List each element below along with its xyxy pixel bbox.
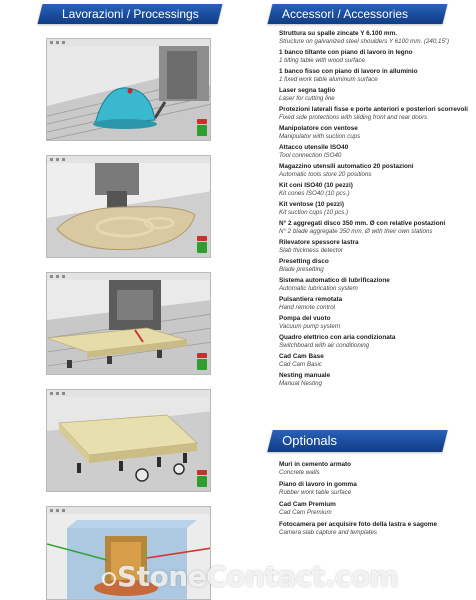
item-label-en: Blade presetting xyxy=(279,266,324,273)
accessorie-item xyxy=(279,30,469,46)
optionals-list xyxy=(279,461,469,541)
item-label-en: Automatic tools store 20 positions xyxy=(279,171,372,178)
item-label-en: Concrete walls xyxy=(279,469,320,476)
item-label-en: Structure on galvanized steel shoulders Y 6100 mm. (240,15”) xyxy=(279,38,450,45)
item-label-it: Laser segna taglio xyxy=(279,87,336,94)
item-label-en: Camera slab capture and templates xyxy=(279,529,378,536)
optional-item xyxy=(279,461,469,477)
item-label-it: Fotocamera per acquisire foto della lastra e sagome xyxy=(279,521,438,528)
optional-item xyxy=(279,481,469,497)
item-label-it: Kit coni ISO40 (10 pezzi) xyxy=(279,182,353,189)
accessorie-item xyxy=(279,125,469,141)
accessorie-item xyxy=(279,144,469,160)
accessorie-item xyxy=(279,201,469,217)
item-label-en: Slab thickness detector xyxy=(279,247,343,254)
item-label-it: Pulsantiera remotata xyxy=(279,296,343,303)
item-label-en: Tool connection ISO40 xyxy=(279,152,342,159)
accessorie-item xyxy=(279,353,469,369)
item-label-en: Manipulator with suction cups xyxy=(279,133,361,140)
item-label-it: Presetting disco xyxy=(279,258,329,265)
item-label-en: 1 tilting table with wood surface xyxy=(279,57,365,64)
item-label-en: 1 fixed work table aluminum surface xyxy=(279,76,378,83)
accessorie-item xyxy=(279,315,469,331)
accessorie-item xyxy=(279,182,469,198)
item-label-it: Piano di lavoro in gomma xyxy=(279,481,357,488)
item-label-it: Rilevatore spessore lastra xyxy=(279,239,359,246)
item-label-it: Protezioni laterali fisse e porte anteriori e posteriori scorrevoli xyxy=(279,106,468,113)
accessorie-item xyxy=(279,87,469,103)
accessorie-item xyxy=(279,239,469,255)
processing-image-2 xyxy=(46,155,211,258)
processing-image-3 xyxy=(46,272,211,375)
optionals-header xyxy=(267,430,447,452)
accessorie-item xyxy=(279,334,469,350)
item-label-it: N° 2 aggregati disco 350 mm. Ø con relative postazioni xyxy=(279,220,446,227)
accessorie-item xyxy=(279,106,469,122)
item-label-en: N° 2 blade aggregate 350 mm. Ø with their own stations xyxy=(279,228,433,235)
item-label-en: Rubber work table surface xyxy=(279,489,352,496)
item-label-it: Quadro elettrico con aria condizionata xyxy=(279,334,396,341)
accessorie-item xyxy=(279,220,469,236)
item-label-it: Cad Cam Premium xyxy=(279,501,336,508)
item-label-en: Kit suction cups (10 pcs.) xyxy=(279,209,349,216)
accessories-header xyxy=(268,4,448,24)
item-label-it: Pompa del vuoto xyxy=(279,315,331,322)
item-label-it: 1 banco fisso con piano di lavoro in alluminio xyxy=(279,68,418,75)
item-label-en: Vacuum pump system xyxy=(279,323,340,330)
accessorie-item xyxy=(279,163,469,179)
accessorie-item xyxy=(279,296,469,312)
accessorie-item xyxy=(279,258,469,274)
item-label-it: Nesting manuale xyxy=(279,372,331,379)
item-label-en: Manual Nesting xyxy=(279,380,322,387)
accessorie-item xyxy=(279,49,469,65)
item-label-it: Magazzino utensili automatico 20 postazioni xyxy=(279,163,414,170)
item-label-it: Kit ventose (10 pezzi) xyxy=(279,201,344,208)
item-label-it: Sistema automatico di lubrificazione xyxy=(279,277,390,284)
accessorie-item xyxy=(279,372,469,388)
optional-item xyxy=(279,501,469,517)
item-label-it: Muri in cemento armato xyxy=(279,461,352,468)
accessorie-item xyxy=(279,277,469,293)
processings-title: Lavorazioni / Processings xyxy=(62,7,199,21)
optional-item xyxy=(279,521,469,537)
item-label-en: Kit cones ISO40 (10 pcs.) xyxy=(279,190,350,197)
processing-image-1 xyxy=(46,38,211,141)
optionals-title: Optionals xyxy=(282,433,338,448)
watermark-registered-mark xyxy=(102,572,116,586)
item-label-en: Laser for cutting line xyxy=(279,95,335,102)
item-label-it: 1 banco tiltante con piano di lavoro in legno xyxy=(279,49,413,56)
processing-image-4 xyxy=(46,389,211,492)
item-label-it: Cad Cam Base xyxy=(279,353,324,360)
watermark: StoneContact.com xyxy=(117,560,399,593)
item-label-en: Switchboard with air conditioning xyxy=(279,342,370,349)
accessorie-item xyxy=(279,68,469,84)
item-label-en: Automatic lubrication system xyxy=(279,285,358,292)
item-label-it: Manipolatore con ventose xyxy=(279,125,358,132)
item-label-it: Attacco utensile ISO40 xyxy=(279,144,349,151)
processings-header xyxy=(38,4,223,24)
item-label-en: Fixed side protections with sliding front and rear doors xyxy=(279,114,428,121)
item-label-en: Cad Cam Basic xyxy=(279,361,322,368)
accessories-title: Accessori / Accessories xyxy=(282,7,409,21)
item-label-en: Cad Cam Premium xyxy=(279,509,332,516)
accessories-list xyxy=(279,30,469,391)
item-label-it: Struttura su spalle zincate Y 6.100 mm. xyxy=(279,30,398,37)
item-label-en: Hand remote control xyxy=(279,304,336,311)
